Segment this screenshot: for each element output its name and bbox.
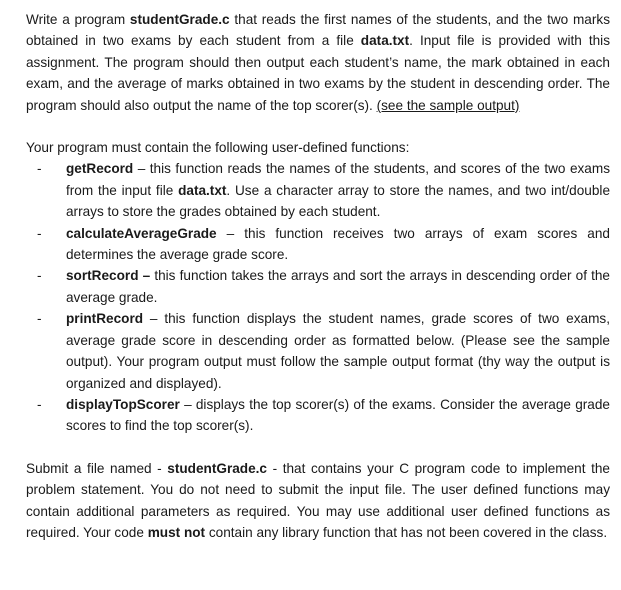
functions-intro: Your program must contain the following user-defined functions: (26, 140, 410, 156)
bullet-dash: - (37, 396, 42, 412)
paragraph-spacer (26, 116, 610, 137)
function-desc: this function takes the arrays and sort the arrays in descending order of the average grade. (66, 268, 610, 305)
submit-filename: studentGrade.c (167, 460, 267, 476)
function-desc: – this function reads the names of the students, and scores of the two exams from the input file (66, 161, 610, 198)
intro-filename-data: data.txt (360, 33, 410, 49)
functions-list (26, 158, 610, 436)
intro-text-1: Write a program (26, 12, 130, 27)
function-item-displaytopscorer (26, 394, 610, 437)
intro-text-3: . Input file is provided with this assignment. The program should then output each student’s name, the mark obtained in each exam, and the average of marks obtained in two exams by the student in descending order. The program should also output the name of the top scorer(s). (26, 33, 611, 113)
submit-paragraph (26, 458, 610, 544)
function-item-printrecord (26, 308, 610, 394)
bullet-dash: - (37, 225, 42, 241)
function-item-calculateaveragegrade (26, 223, 610, 266)
function-name: sortRecord (66, 268, 139, 284)
intro-filename-program: studentGrade.c (129, 12, 230, 27)
submit-emphasis: must not (147, 524, 206, 540)
sample-output-link[interactable]: (see the sample output) (376, 97, 520, 113)
function-item-getrecord (26, 158, 610, 222)
intro-text-2: that reads the first names of the students, and the two marks obtained in two exams by each student from a file (26, 12, 610, 49)
function-item-sortrecord (26, 265, 610, 308)
function-desc: – this function receives two arrays of exam scores and determines the average grade score. (66, 225, 610, 263)
function-desc: – displays the top scorer(s) of the exams. Consider the average grade scores to find the top scorer(s). (66, 396, 610, 434)
submit-text-2: - that contains your C program code to implement the problem statement. You do not need to submit the input file. The user defined functions may contain additional parameters as required. You may use additional user defined functions as required. Your code (26, 460, 610, 540)
bullet-dash: - (37, 268, 42, 284)
function-name: printRecord (66, 311, 144, 327)
bullet-dash: - (37, 161, 42, 177)
intro-paragraph (26, 9, 610, 116)
submit-text-3: contain any library function that has not been covered in the class. (205, 524, 608, 540)
bullet-dash: - (37, 311, 42, 327)
submit-text-1: Submit a file named - (26, 460, 168, 476)
function-name: displayTopScorer (66, 396, 180, 412)
function-name: getRecord (66, 161, 134, 177)
paragraph-spacer (26, 437, 610, 458)
assignment-document (26, 9, 610, 543)
function-desc: . Use a character array to store the names, and two int/double arrays to store the grades obtained by each student. (66, 182, 611, 220)
function-desc-filename: data.txt (178, 182, 227, 198)
function-separator: – (138, 268, 151, 284)
function-desc: – this function displays the student names, grade scores of two exams, average grade score in descending order as formatted below. (Please see the sample output). Your program output must follow the sample output format (thy way the output is organized and displayed). (66, 311, 610, 391)
function-name: calculateAverageGrade (66, 225, 217, 241)
